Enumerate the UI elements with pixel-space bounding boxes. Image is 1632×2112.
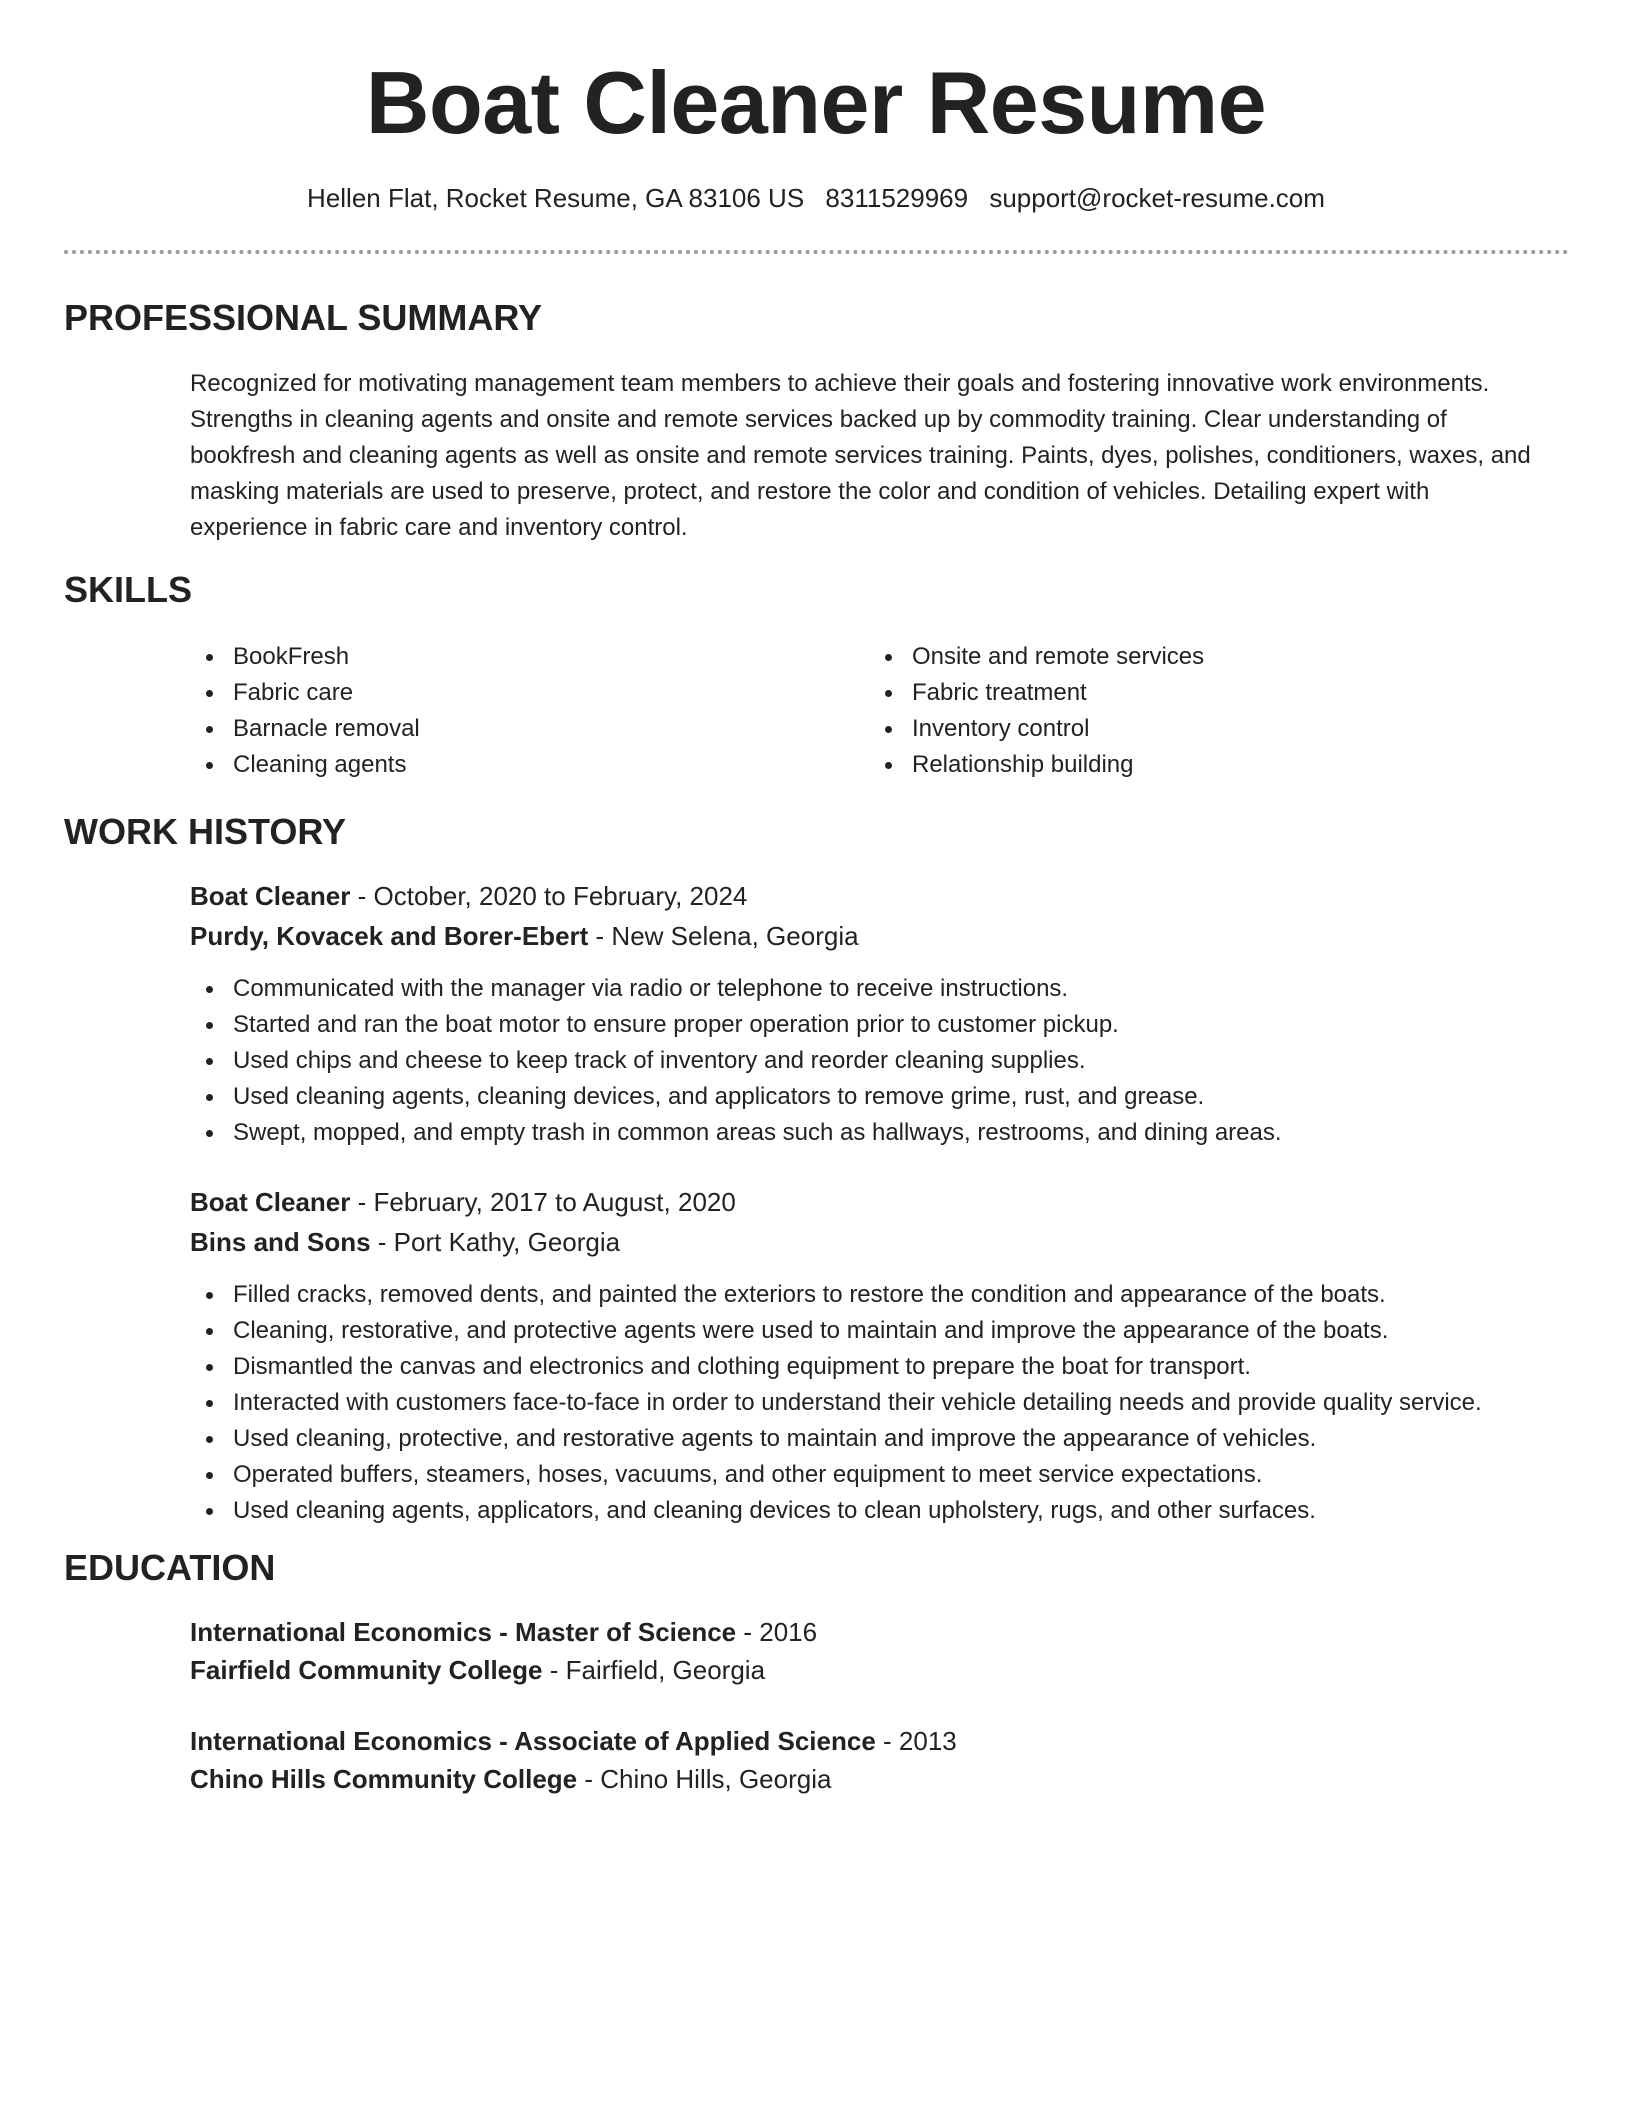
job-duty: Interacted with customers face-to-face in order to understand their vehicle detailing needs and provide quality service.	[190, 1385, 1570, 1421]
skills-list-right	[869, 639, 1509, 783]
job-duty: Operated buffers, steamers, hoses, vacuums, and other equipment to meet service expectations.	[190, 1457, 1570, 1493]
job-duty: Communicated with the manager via radio or telephone to receive instructions.	[190, 971, 1570, 1007]
summary-text: Recognized for motivating management team members to achieve their goals and fostering innovative work environments. Strengths in cleaning agents and onsite and remote services backed up by commodity training. Clear understanding of bookfresh and cleaning agents as well as onsite and remote services training. Paints, dyes, polishes, conditioners, waxes, and masking materials are used to preserve, protect, and restore the color and condition of vehicles. Detailing expert with experience in fabric care and inventory control.	[190, 370, 1531, 541]
summary-heading: PROFESSIONAL SUMMARY	[64, 297, 543, 338]
skill-item: Fabric treatment	[869, 675, 1509, 711]
contact-email: support@rocket-resume.com	[989, 183, 1325, 213]
job-location: - New Selena, Georgia	[588, 921, 859, 951]
job-company: Purdy, Kovacek and Borer-Ebert	[190, 921, 589, 951]
skill-item: Fabric care	[190, 675, 830, 711]
work-heading: WORK HISTORY	[64, 811, 347, 852]
job-duty: Dismantled the canvas and electronics and clothing equipment to prepare the boat for transport.	[190, 1349, 1570, 1385]
job-duty: Used cleaning agents, cleaning devices, and applicators to remove grime, rust, and grease.	[190, 1079, 1570, 1115]
education-location: - Fairfield, Georgia	[542, 1655, 766, 1685]
job-duties-list	[190, 971, 1570, 1151]
job-company-line	[190, 920, 859, 952]
job-duty: Started and ran the boat motor to ensure proper operation prior to customer pickup.	[190, 1007, 1570, 1043]
job-duty: Swept, mopped, and empty trash in common areas such as hallways, restrooms, and dining areas.	[190, 1115, 1570, 1151]
contact-line	[0, 182, 1632, 214]
education-school-line	[190, 1654, 765, 1686]
job-dates: - February, 2017 to August, 2020	[350, 1187, 736, 1217]
job-duty: Used cleaning agents, applicators, and cleaning devices to clean upholstery, rugs, and other surfaces.	[190, 1493, 1570, 1529]
resume-title: Boat Cleaner Resume	[365, 53, 1267, 152]
job-title-line	[190, 880, 747, 912]
skills-list-left	[190, 639, 830, 783]
education-year: - 2013	[875, 1726, 957, 1756]
skill-item: Cleaning agents	[190, 747, 830, 783]
education-degree-line	[190, 1616, 817, 1648]
contact-address: Hellen Flat, Rocket Resume, GA 83106 US	[307, 183, 805, 213]
job-company: Bins and Sons	[190, 1227, 371, 1257]
education-heading: EDUCATION	[64, 1547, 276, 1588]
education-school-line	[190, 1763, 831, 1795]
contact-phone: 8311529969	[825, 183, 969, 213]
education-degree-line	[190, 1725, 957, 1757]
skill-item: BookFresh	[190, 639, 830, 675]
education-degree: International Economics - Master of Science	[190, 1617, 737, 1647]
job-dates: - October, 2020 to February, 2024	[350, 881, 748, 911]
skills-heading: SKILLS	[64, 569, 193, 610]
education-location: - Chino Hills, Georgia	[577, 1764, 832, 1794]
skill-item: Barnacle removal	[190, 711, 830, 747]
job-company-line	[190, 1226, 620, 1258]
job-title-line	[190, 1186, 736, 1218]
education-year: - 2016	[736, 1617, 818, 1647]
skill-item: Onsite and remote services	[869, 639, 1509, 675]
job-duties-list	[190, 1277, 1570, 1529]
education-degree: International Economics - Associate of Applied Science	[190, 1726, 876, 1756]
skill-item: Inventory control	[869, 711, 1509, 747]
education-school: Fairfield Community College	[190, 1655, 543, 1685]
job-title: Boat Cleaner	[190, 881, 351, 911]
job-duty: Filled cracks, removed dents, and painted the exteriors to restore the condition and appearance of the boats.	[190, 1277, 1570, 1313]
job-title: Boat Cleaner	[190, 1187, 351, 1217]
job-location: - Port Kathy, Georgia	[370, 1227, 621, 1257]
job-duty: Used chips and cheese to keep track of inventory and reorder cleaning supplies.	[190, 1043, 1570, 1079]
skill-item: Relationship building	[869, 747, 1509, 783]
job-duty: Cleaning, restorative, and protective agents were used to maintain and improve the appearance of the boats.	[190, 1313, 1570, 1349]
job-duty: Used cleaning, protective, and restorative agents to maintain and improve the appearance of vehicles.	[190, 1421, 1570, 1457]
header-divider	[64, 250, 1569, 254]
education-school: Chino Hills Community College	[190, 1764, 578, 1794]
